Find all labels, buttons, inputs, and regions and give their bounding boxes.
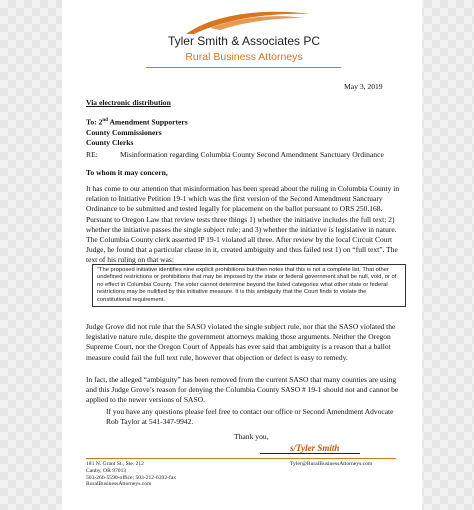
header-divider — [146, 67, 341, 68]
footer-address-line-2: Canby, OR 97013 — [86, 467, 127, 474]
footer-divider — [86, 458, 396, 459]
footer-address — [86, 461, 176, 488]
subject-line: Misinformation regarding Columbia County Second Amendment Sanctuary Ordinance — [120, 150, 384, 159]
closing: Thank you, — [234, 432, 269, 441]
recipient-line-3: County Clerks — [86, 137, 134, 147]
signature: s/Tyler Smith — [290, 443, 340, 453]
recipient-line-2: County Commissioners — [86, 127, 162, 137]
paragraph-4: If you have any questions please feel free to contact our office or Second Amendment Advocate Rob Taylor at 541-347-9942. — [106, 407, 394, 427]
firm-name: Tyler Smith & Associates PC — [167, 34, 321, 48]
footer-address-line-1: 181 N. Grant St., Ste. 212 — [86, 461, 144, 467]
footer-email: Tyler@RuralBusinessAttorneys.com — [290, 461, 373, 467]
to-label: To: — [86, 117, 97, 127]
footer-website: RuralBusinessAttorneys.com — [86, 481, 152, 488]
recipient-line-1-text: Amendment Supporters — [107, 117, 188, 127]
court-ruling-quote: “The proposed initiative identifies nine explicit prohibitions but then notes that this is not a complete list. That other undefined restrictions or prohibitions that may be imposed by the state or federal government shall be null, void, or of no effect in Columbia County. The voter cannot determine beyond the listed categories what other state or federal restrictions may be nullified by this initiative measure. It is this ambiguity that the Court finds to violate the constitutional requirement. — [92, 264, 406, 307]
footer-phone: 503-266-5590-office; 503-212-6392-fax — [86, 474, 177, 481]
firm-tagline: Rural Business Attorneys — [185, 51, 303, 63]
delivery-method: Via electronic distribution — [86, 98, 171, 107]
paragraph-2: Judge Grove did not rule that the SASO violated the single subject rule, nor that the SASO violated the legislative nature rule, despite the government attorneys making those arguments. Neither the Oregon Supreme Court, nor the Oregon Court of Appeals has ever said that ambiguity is a reason that a ballot measure could fail the full text rule, however that objection or defect is easy to remedy. — [86, 322, 396, 362]
recipients — [86, 116, 188, 148]
recipient-ordinal-suffix: nd — [102, 118, 108, 123]
letter-date: May 3, 2019 — [344, 82, 383, 91]
re-label: RE: — [86, 150, 98, 159]
recipient-ordinal: 2 — [98, 117, 103, 127]
signature-line — [260, 453, 360, 454]
swoosh-logo-icon — [164, 4, 324, 36]
salutation: To whom it may concern, — [86, 168, 168, 177]
paragraph-3: In fact, the alleged “ambiguity” has been removed from the current SASO that many counties are using and this Judge Grove’s reason for denying the Columbia County SASO # 19-1 should not and cannot be applied to the newer versions of SASO. — [86, 375, 399, 405]
letterhead-logo — [164, 4, 324, 68]
letter-page — [62, 0, 422, 510]
paragraph-1: It has come to our attention that misinformation has been spread about the ruling in Columbia County in relation to Initiative Petition 19-1 which was the first version of the Second Amendment Sanctuary Ordinance to be submitted and tested legally for placement on the ballot pursuant to ORS 250.168. Pursuant to Oregon Law that review tests three things 1) whether the initiative includes the full text; 2) whether the initiative passes the single subject rule; and 3) whether the initiative is legislative in nature. The Columbia County clerk asserted IP 19-1 violated all three. After review by the local Circuit Court Judge, he found that a particular clause in it, created ambiguity and thus failed test 1) on “full text”. The text of his ruling on that was: — [86, 184, 400, 265]
recipient-line-1 — [86, 116, 188, 128]
